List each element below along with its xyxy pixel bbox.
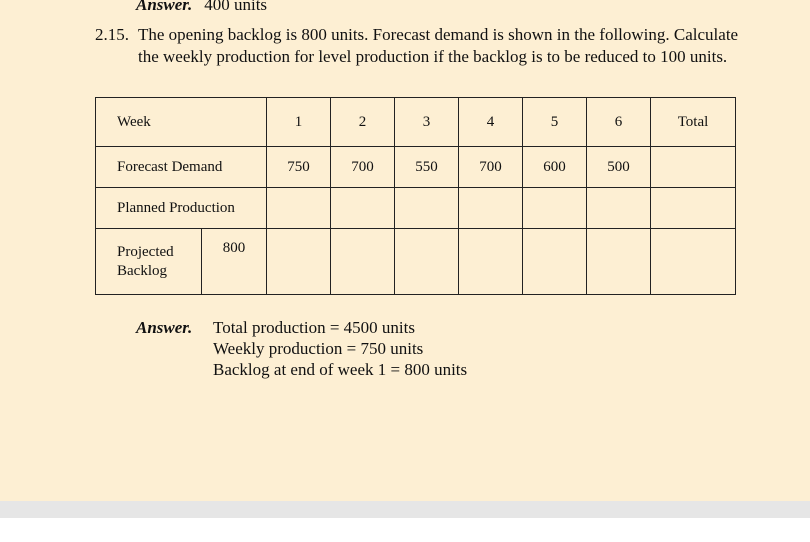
planned-week-3 bbox=[395, 188, 459, 229]
forecast-week-1: 750 bbox=[267, 147, 331, 188]
answer-block bbox=[136, 317, 467, 380]
forecast-week-5: 600 bbox=[523, 147, 587, 188]
forecast-week-2: 700 bbox=[331, 147, 395, 188]
answer-backlog-week-1: Backlog at end of week 1 = 800 units bbox=[213, 360, 468, 379]
previous-answer-value: 400 units bbox=[204, 0, 268, 14]
planned-week-6 bbox=[587, 188, 651, 229]
table-row-forecast bbox=[96, 147, 736, 188]
week-6-header: 6 bbox=[587, 98, 651, 147]
backlog-week-6 bbox=[587, 229, 651, 295]
table-row-week bbox=[96, 98, 736, 147]
planned-total bbox=[651, 188, 736, 229]
week-2-header: 2 bbox=[331, 98, 395, 147]
backlog-total bbox=[651, 229, 736, 295]
previous-answer bbox=[136, 0, 267, 15]
backlog-week-4 bbox=[459, 229, 523, 295]
problem-text: The opening backlog is 800 units. Forecast demand is shown in the following. Calculate the weekly production for level production if the backlog is to be reduced to 100 units. bbox=[138, 25, 739, 66]
week-header-label: Week bbox=[96, 98, 267, 147]
answer-total-production: Total production = 4500 units bbox=[213, 318, 415, 337]
opening-backlog-value: 800 bbox=[202, 229, 267, 295]
answer-weekly-production: Weekly production = 750 units bbox=[213, 339, 424, 358]
viewer-bottom-bar bbox=[0, 501, 810, 518]
forecast-week-6: 500 bbox=[587, 147, 651, 188]
production-schedule-table bbox=[95, 97, 736, 295]
table-row-backlog bbox=[96, 229, 736, 295]
previous-answer-label: Answer. bbox=[136, 0, 193, 14]
problem-statement bbox=[95, 24, 745, 68]
planned-week-2 bbox=[331, 188, 395, 229]
backlog-week-1 bbox=[267, 229, 331, 295]
forecast-total bbox=[651, 147, 736, 188]
answer-label: Answer. bbox=[136, 318, 193, 337]
backlog-week-2 bbox=[331, 229, 395, 295]
planned-production-label: Planned Production bbox=[96, 188, 267, 229]
week-4-header: 4 bbox=[459, 98, 523, 147]
forecast-week-4: 700 bbox=[459, 147, 523, 188]
forecast-week-3: 550 bbox=[395, 147, 459, 188]
week-1-header: 1 bbox=[267, 98, 331, 147]
answer-lines bbox=[213, 317, 467, 380]
backlog-week-5 bbox=[523, 229, 587, 295]
table-row-planned bbox=[96, 188, 736, 229]
planned-week-1 bbox=[267, 188, 331, 229]
week-3-header: 3 bbox=[395, 98, 459, 147]
week-5-header: 5 bbox=[523, 98, 587, 147]
planned-week-5 bbox=[523, 188, 587, 229]
backlog-week-3 bbox=[395, 229, 459, 295]
problem-number: 2.15. bbox=[95, 25, 129, 44]
total-header: Total bbox=[651, 98, 736, 147]
projected-backlog-label-line1: Projected bbox=[117, 243, 174, 260]
planned-week-4 bbox=[459, 188, 523, 229]
projected-backlog-label bbox=[96, 229, 202, 295]
projected-backlog-label-line2: Backlog bbox=[117, 262, 167, 279]
forecast-demand-label: Forecast Demand bbox=[96, 147, 267, 188]
